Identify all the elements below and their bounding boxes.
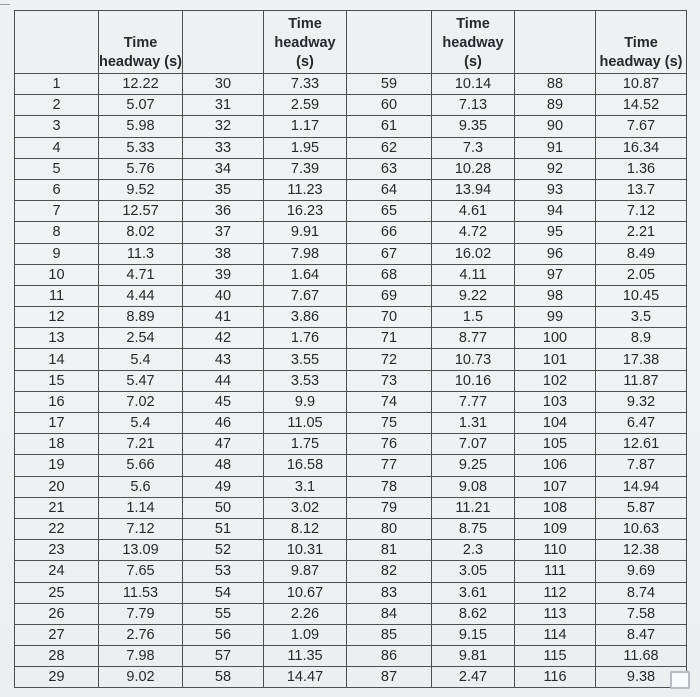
index-cell: 81: [347, 540, 432, 561]
time-headway-header-3: Time headway (s): [432, 11, 515, 74]
headway-cell: 7.3: [432, 137, 515, 158]
headway-cell: 7.87: [596, 455, 687, 476]
table-row: [15, 307, 687, 328]
index-cell: 16: [15, 391, 99, 412]
index-cell: 77: [347, 455, 432, 476]
headway-cell: 3.1: [264, 476, 347, 497]
headway-cell: 5.47: [99, 370, 183, 391]
index-cell: 58: [183, 667, 264, 688]
headway-cell: 13.7: [596, 179, 687, 200]
index-cell: 6: [15, 179, 99, 200]
headway-cell: 7.77: [432, 391, 515, 412]
index-cell: 27: [15, 624, 99, 645]
headway-cell: 4.11: [432, 264, 515, 285]
headway-cell: 9.38: [596, 667, 687, 688]
headway-cell: 16.58: [264, 455, 347, 476]
index-cell: 25: [15, 582, 99, 603]
headway-cell: 10.87: [596, 74, 687, 95]
index-header-4: [515, 11, 596, 74]
index-cell: 116: [515, 667, 596, 688]
index-cell: 99: [515, 307, 596, 328]
headway-cell: 1.14: [99, 497, 183, 518]
table-row: [15, 518, 687, 539]
index-cell: 106: [515, 455, 596, 476]
index-cell: 54: [183, 582, 264, 603]
headway-cell: 9.02: [99, 667, 183, 688]
headway-cell: 5.76: [99, 158, 183, 179]
index-cell: 45: [183, 391, 264, 412]
index-cell: 64: [347, 179, 432, 200]
index-cell: 87: [347, 667, 432, 688]
headway-cell: 7.07: [432, 434, 515, 455]
headway-cell: 1.5: [432, 307, 515, 328]
headway-cell: 11.68: [596, 646, 687, 667]
index-cell: 100: [515, 328, 596, 349]
headway-cell: 4.44: [99, 285, 183, 306]
headway-cell: 3.53: [264, 370, 347, 391]
index-cell: 102: [515, 370, 596, 391]
index-cell: 3: [15, 116, 99, 137]
time-headway-table: [14, 10, 687, 688]
headway-cell: 3.55: [264, 349, 347, 370]
index-cell: 112: [515, 582, 596, 603]
index-cell: 9: [15, 243, 99, 264]
headway-cell: 9.32: [596, 391, 687, 412]
index-cell: 38: [183, 243, 264, 264]
headway-cell: 11.35: [264, 646, 347, 667]
headway-cell: 5.66: [99, 455, 183, 476]
index-cell: 108: [515, 497, 596, 518]
index-cell: 37: [183, 222, 264, 243]
headway-cell: 7.21: [99, 434, 183, 455]
index-cell: 86: [347, 646, 432, 667]
table-row: [15, 179, 687, 200]
headway-cell: 1.75: [264, 434, 347, 455]
index-cell: 66: [347, 222, 432, 243]
headway-cell: 8.89: [99, 307, 183, 328]
index-cell: 60: [347, 95, 432, 116]
headway-cell: 16.02: [432, 243, 515, 264]
index-header-3: [347, 11, 432, 74]
table-row: [15, 264, 687, 285]
headway-cell: 3.86: [264, 307, 347, 328]
index-cell: 18: [15, 434, 99, 455]
table-row: [15, 370, 687, 391]
headway-cell: 2.59: [264, 95, 347, 116]
table-row: [15, 349, 687, 370]
headway-cell: 2.05: [596, 264, 687, 285]
index-cell: 2: [15, 95, 99, 116]
index-cell: 92: [515, 158, 596, 179]
table-row: [15, 328, 687, 349]
index-cell: 84: [347, 603, 432, 624]
corner-tick-mark: [0, 0, 10, 5]
index-cell: 39: [183, 264, 264, 285]
table-row: [15, 413, 687, 434]
index-cell: 53: [183, 561, 264, 582]
headway-cell: 10.67: [264, 582, 347, 603]
index-cell: 104: [515, 413, 596, 434]
index-cell: 1: [15, 74, 99, 95]
headway-cell: 5.87: [596, 497, 687, 518]
headway-cell: 3.02: [264, 497, 347, 518]
index-cell: 29: [15, 667, 99, 688]
index-cell: 20: [15, 476, 99, 497]
table-row: [15, 95, 687, 116]
index-cell: 88: [515, 74, 596, 95]
headway-cell: 11.05: [264, 413, 347, 434]
index-cell: 113: [515, 603, 596, 624]
index-cell: 57: [183, 646, 264, 667]
table-header-row: [15, 11, 687, 74]
headway-cell: 13.94: [432, 179, 515, 200]
table-row: [15, 561, 687, 582]
headway-cell: 10.63: [596, 518, 687, 539]
headway-cell: 1.09: [264, 624, 347, 645]
index-cell: 101: [515, 349, 596, 370]
time-headway-header-2: Time headway (s): [264, 11, 347, 74]
index-cell: 42: [183, 328, 264, 349]
index-cell: 89: [515, 95, 596, 116]
time-headway-header-1: Time headway (s): [99, 11, 183, 74]
headway-cell: 1.95: [264, 137, 347, 158]
index-cell: 32: [183, 116, 264, 137]
index-header-2: [183, 11, 264, 74]
headway-cell: 8.49: [596, 243, 687, 264]
headway-cell: 2.76: [99, 624, 183, 645]
index-cell: 22: [15, 518, 99, 539]
headway-cell: 2.26: [264, 603, 347, 624]
index-cell: 70: [347, 307, 432, 328]
headway-cell: 7.02: [99, 391, 183, 412]
index-cell: 30: [183, 74, 264, 95]
index-cell: 75: [347, 413, 432, 434]
headway-cell: 1.64: [264, 264, 347, 285]
index-cell: 31: [183, 95, 264, 116]
index-cell: 26: [15, 603, 99, 624]
checkbox-icon: [670, 671, 690, 689]
headway-cell: 12.22: [99, 74, 183, 95]
headway-cell: 14.47: [264, 667, 347, 688]
index-cell: 82: [347, 561, 432, 582]
headway-cell: 11.87: [596, 370, 687, 391]
index-cell: 73: [347, 370, 432, 391]
index-cell: 72: [347, 349, 432, 370]
headway-cell: 6.47: [596, 413, 687, 434]
index-cell: 59: [347, 74, 432, 95]
headway-cell: 2.47: [432, 667, 515, 688]
index-cell: 71: [347, 328, 432, 349]
index-cell: 69: [347, 285, 432, 306]
table-row: [15, 582, 687, 603]
index-cell: 63: [347, 158, 432, 179]
index-cell: 103: [515, 391, 596, 412]
headway-cell: 2.21: [596, 222, 687, 243]
index-cell: 83: [347, 582, 432, 603]
index-cell: 109: [515, 518, 596, 539]
headway-cell: 10.16: [432, 370, 515, 391]
index-cell: 110: [515, 540, 596, 561]
index-cell: 56: [183, 624, 264, 645]
index-cell: 67: [347, 243, 432, 264]
headway-cell: 11.53: [99, 582, 183, 603]
index-cell: 47: [183, 434, 264, 455]
index-cell: 115: [515, 646, 596, 667]
table-row: [15, 624, 687, 645]
table-row: [15, 285, 687, 306]
headway-cell: 7.58: [596, 603, 687, 624]
index-cell: 98: [515, 285, 596, 306]
headway-cell: 9.25: [432, 455, 515, 476]
index-cell: 15: [15, 370, 99, 391]
index-cell: 85: [347, 624, 432, 645]
headway-cell: 10.31: [264, 540, 347, 561]
headway-cell: 5.98: [99, 116, 183, 137]
index-cell: 5: [15, 158, 99, 179]
headway-cell: 4.61: [432, 201, 515, 222]
headway-cell: 1.36: [596, 158, 687, 179]
index-cell: 80: [347, 518, 432, 539]
headway-cell: 7.65: [99, 561, 183, 582]
headway-cell: 12.61: [596, 434, 687, 455]
index-cell: 51: [183, 518, 264, 539]
index-cell: 13: [15, 328, 99, 349]
index-cell: 40: [183, 285, 264, 306]
headway-cell: 11.21: [432, 497, 515, 518]
headway-cell: 3.05: [432, 561, 515, 582]
index-cell: 96: [515, 243, 596, 264]
headway-cell: 5.4: [99, 349, 183, 370]
headway-cell: 5.07: [99, 95, 183, 116]
index-cell: 4: [15, 137, 99, 158]
index-cell: 68: [347, 264, 432, 285]
table-row: [15, 667, 687, 688]
headway-cell: 11.3: [99, 243, 183, 264]
headway-cell: 1.31: [432, 413, 515, 434]
headway-cell: 11.23: [264, 179, 347, 200]
headway-cell: 5.33: [99, 137, 183, 158]
index-cell: 23: [15, 540, 99, 561]
table-row: [15, 158, 687, 179]
index-cell: 44: [183, 370, 264, 391]
headway-cell: 13.09: [99, 540, 183, 561]
headway-cell: 8.62: [432, 603, 515, 624]
index-cell: 17: [15, 413, 99, 434]
headway-cell: 3.61: [432, 582, 515, 603]
index-cell: 12: [15, 307, 99, 328]
index-cell: 62: [347, 137, 432, 158]
table-row: [15, 243, 687, 264]
index-cell: 107: [515, 476, 596, 497]
headway-cell: 9.08: [432, 476, 515, 497]
headway-cell: 1.76: [264, 328, 347, 349]
headway-cell: 7.12: [596, 201, 687, 222]
table-row: [15, 222, 687, 243]
headway-cell: 4.72: [432, 222, 515, 243]
headway-cell: 7.67: [596, 116, 687, 137]
index-cell: 105: [515, 434, 596, 455]
headway-cell: 7.79: [99, 603, 183, 624]
headway-cell: 5.6: [99, 476, 183, 497]
table-row: [15, 476, 687, 497]
table-row: [15, 116, 687, 137]
headway-cell: 10.28: [432, 158, 515, 179]
headway-cell: 2.54: [99, 328, 183, 349]
headway-cell: 9.69: [596, 561, 687, 582]
headway-cell: 5.4: [99, 413, 183, 434]
table-row: [15, 434, 687, 455]
headway-cell: 9.35: [432, 116, 515, 137]
headway-cell: 10.73: [432, 349, 515, 370]
table-row: [15, 74, 687, 95]
headway-cell: 8.02: [99, 222, 183, 243]
headway-cell: 7.98: [99, 646, 183, 667]
headway-cell: 7.39: [264, 158, 347, 179]
headway-cell: 8.12: [264, 518, 347, 539]
index-cell: 78: [347, 476, 432, 497]
index-cell: 49: [183, 476, 264, 497]
index-cell: 41: [183, 307, 264, 328]
index-cell: 7: [15, 201, 99, 222]
index-cell: 91: [515, 137, 596, 158]
index-cell: 111: [515, 561, 596, 582]
headway-cell: 10.14: [432, 74, 515, 95]
index-cell: 14: [15, 349, 99, 370]
headway-cell: 1.17: [264, 116, 347, 137]
headway-cell: 3.5: [596, 307, 687, 328]
headway-cell: 7.67: [264, 285, 347, 306]
index-header-1: [15, 11, 99, 74]
index-cell: 33: [183, 137, 264, 158]
index-cell: 90: [515, 116, 596, 137]
headway-cell: 8.74: [596, 582, 687, 603]
headway-cell: 7.98: [264, 243, 347, 264]
table-row: [15, 497, 687, 518]
headway-cell: 9.9: [264, 391, 347, 412]
index-cell: 36: [183, 201, 264, 222]
index-cell: 46: [183, 413, 264, 434]
index-cell: 21: [15, 497, 99, 518]
headway-cell: 4.71: [99, 264, 183, 285]
table-row: [15, 391, 687, 412]
headway-cell: 9.22: [432, 285, 515, 306]
time-headway-header-4: Time headway (s): [596, 11, 687, 74]
headway-cell: 9.15: [432, 624, 515, 645]
headway-cell: 14.94: [596, 476, 687, 497]
table-row: [15, 137, 687, 158]
headway-cell: 8.47: [596, 624, 687, 645]
index-cell: 8: [15, 222, 99, 243]
headway-cell: 7.33: [264, 74, 347, 95]
headway-cell: 12.38: [596, 540, 687, 561]
table-row: [15, 540, 687, 561]
index-cell: 11: [15, 285, 99, 306]
headway-cell: 16.34: [596, 137, 687, 158]
index-cell: 34: [183, 158, 264, 179]
headway-cell: 7.13: [432, 95, 515, 116]
index-cell: 79: [347, 497, 432, 518]
index-cell: 55: [183, 603, 264, 624]
index-cell: 61: [347, 116, 432, 137]
index-cell: 10: [15, 264, 99, 285]
index-cell: 65: [347, 201, 432, 222]
index-cell: 24: [15, 561, 99, 582]
headway-cell: 17.38: [596, 349, 687, 370]
headway-cell: 8.77: [432, 328, 515, 349]
table-row: [15, 201, 687, 222]
headway-cell: 9.91: [264, 222, 347, 243]
index-cell: 74: [347, 391, 432, 412]
headway-cell: 7.12: [99, 518, 183, 539]
headway-cell: 12.57: [99, 201, 183, 222]
index-cell: 48: [183, 455, 264, 476]
table-row: [15, 646, 687, 667]
table-row: [15, 455, 687, 476]
index-cell: 76: [347, 434, 432, 455]
index-cell: 93: [515, 179, 596, 200]
index-cell: 97: [515, 264, 596, 285]
headway-cell: 8.75: [432, 518, 515, 539]
headway-cell: 10.45: [596, 285, 687, 306]
headway-cell: 16.23: [264, 201, 347, 222]
headway-cell: 2.3: [432, 540, 515, 561]
headway-cell: 9.87: [264, 561, 347, 582]
table-body: [15, 74, 687, 688]
index-cell: 95: [515, 222, 596, 243]
index-cell: 28: [15, 646, 99, 667]
index-cell: 50: [183, 497, 264, 518]
index-cell: 43: [183, 349, 264, 370]
headway-cell: 9.52: [99, 179, 183, 200]
table-row: [15, 603, 687, 624]
index-cell: 114: [515, 624, 596, 645]
headway-cell: 9.81: [432, 646, 515, 667]
index-cell: 35: [183, 179, 264, 200]
headway-cell: 14.52: [596, 95, 687, 116]
headway-cell: 8.9: [596, 328, 687, 349]
index-cell: 52: [183, 540, 264, 561]
index-cell: 19: [15, 455, 99, 476]
index-cell: 94: [515, 201, 596, 222]
